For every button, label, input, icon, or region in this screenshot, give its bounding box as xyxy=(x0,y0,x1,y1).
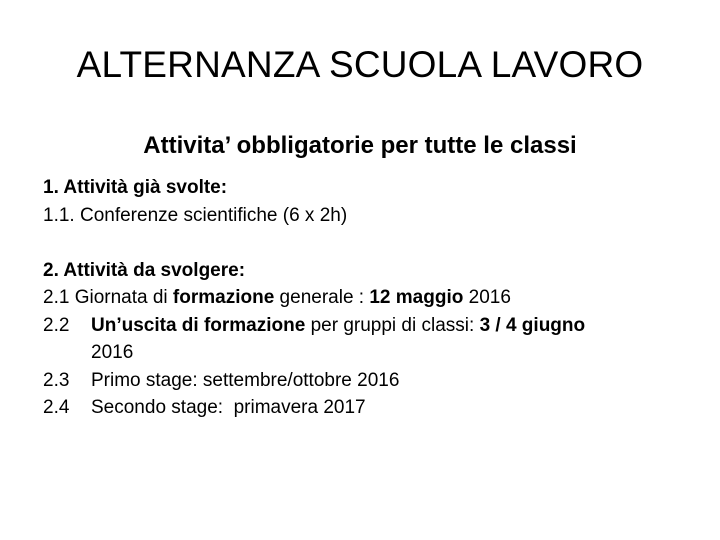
slide-subtitle: Attivita’ obbligatorie per tutte le classi xyxy=(143,132,577,159)
item-2-1-bold-a: formazione xyxy=(172,287,275,308)
section-2-heading-text: 2. Attività da svolgere: xyxy=(43,259,246,281)
item-2-2 xyxy=(43,312,703,340)
item-2-3-number: 2.3 xyxy=(43,369,70,391)
item-2-2-text-a: per gruppi di classi: xyxy=(305,314,480,336)
item-2-1-bold-b: 12 maggio xyxy=(369,287,464,308)
item-2-4-text: Secondo stage: primavera 2017 xyxy=(91,397,366,418)
item-2-1-number: 2.1 xyxy=(43,287,70,308)
slide-title: ALTERNANZA SCUOLA LAVORO xyxy=(76,44,644,85)
item-2-2-bold-b: 3 / 4 giugno xyxy=(479,314,586,336)
item-2-1 xyxy=(43,284,703,312)
spacer xyxy=(43,229,703,257)
item-2-1-text-b: generale : xyxy=(274,287,370,308)
item-2-1-text-c: 2016 xyxy=(463,287,511,308)
section-2-heading xyxy=(43,257,703,285)
section-1-heading xyxy=(43,174,703,202)
item-2-4 xyxy=(43,394,703,422)
section-1-heading-text: 1. Attività già svolte: xyxy=(43,177,228,198)
item-2-2-continuation: 2016 xyxy=(91,342,134,363)
item-2-1-text-a: Giornata di xyxy=(69,287,173,308)
slide-body xyxy=(43,174,703,422)
item-2-2-bold-a: Un’uscita di formazione xyxy=(91,314,306,336)
item-2-4-number: 2.4 xyxy=(43,397,70,418)
item-2-3 xyxy=(43,367,703,395)
item-1-1: 1.1. Conferenze scientifiche (6 x 2h) xyxy=(43,204,348,226)
item-2-2-number: 2.2 xyxy=(43,314,70,336)
item-2-3-text: Primo stage: settembre/ottobre 2016 xyxy=(91,369,400,391)
